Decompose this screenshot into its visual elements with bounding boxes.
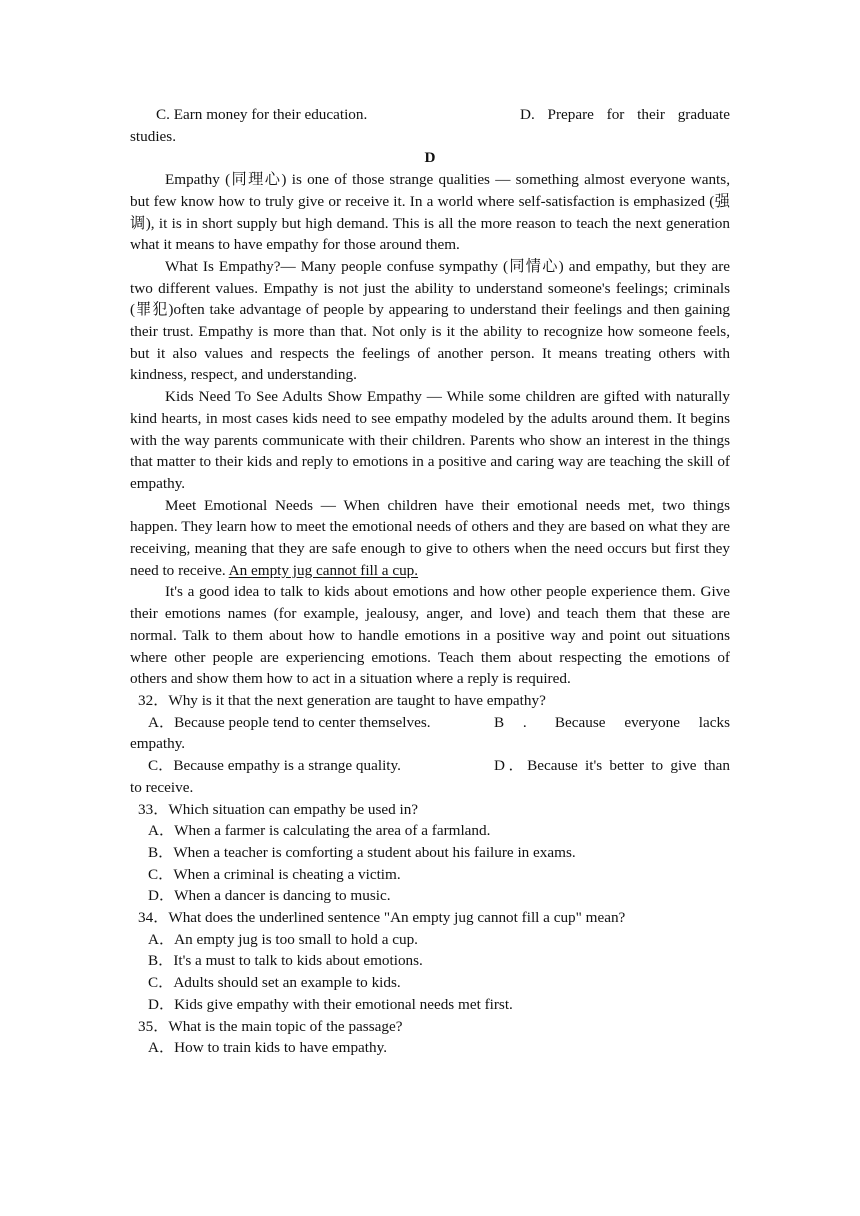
question-34-stem: 34．What does the underlined sentence "An empty jug cannot fill a cup" mean? (138, 909, 626, 927)
paragraph-4 (130, 495, 730, 582)
prev-options-row (130, 104, 730, 126)
question-33-option-a: A．When a farmer is calculating the area of a farmland. (148, 822, 491, 840)
question-32 (130, 690, 730, 799)
question-33-option-b: B．When a teacher is comforting a student about his failure in exams. (148, 843, 576, 861)
prev-option-d-start: D. Prepare for their graduate (520, 106, 730, 123)
question-32-option-b-start: B . Because everyone lacks (494, 713, 730, 731)
paragraph-1: Empathy (同理心) is one of those strange qualities — something almost everyone wants, but few know how to truly give or receive it. In a world where self-satisfaction is emphasized (强调), it is in short supply but high demand. This is all the more reason to teach the next generation what it means to have empathy for those around them. (130, 171, 730, 254)
question-35-option-a: A．How to train kids to have empathy. (148, 1039, 388, 1057)
question-33-option-c: C．When a criminal is cheating a victim. (148, 865, 401, 883)
question-33-option-d: D．When a dancer is dancing to music. (148, 887, 391, 905)
paragraph-4-text: Meet Emotional Needs — When children have their emotional needs met, two things happen. They learn how to meet the emotional needs of others and they are based on what they are receiving, meaning that they are safe enough to give to others when the need occurs but first they need to receive. (130, 496, 730, 579)
question-33 (130, 799, 730, 908)
paragraph-2: What Is Empathy?— Many people confuse sympathy (同情心) and empathy, but they are two different values. Empathy is not just the ability to understand someone's feelings; criminals (罪犯)often take advantage of people by appearing to understand their feelings and then gaining their trust. Empathy is more than that. Not only is it the ability to recognize how someone feels, but it also values and respects the feelings of another person. It means treating others with kindness, respect, and understanding. (130, 257, 730, 384)
question-35-stem: 35．What is the main topic of the passage? (138, 1017, 403, 1035)
question-32-cd-row (130, 755, 730, 777)
question-32-ab-row (130, 712, 730, 734)
question-34-option-b: B．It's a must to talk to kids about emotions. (148, 952, 423, 970)
question-34-option-a: A．An empty jug is too small to hold a cup. (148, 930, 418, 948)
question-34-option-d: D．Kids give empathy with their emotional needs met first. (148, 995, 513, 1013)
paragraph-5: It's a good idea to talk to kids about emotions and how other people experience them. Give their emotions names (for example, jealousy, anger, and love) and teach them that these are normal. Talk to them about how to handle emotions in a positive way and point out situations where other people are experiencing emotions. Teach them about respecting the emotions of others and show them how to act in a situation where a reply is required. (130, 583, 730, 688)
question-32-option-d-start: D．Because it's better to give than (494, 757, 730, 775)
prev-option-c: C. Earn money for their education. (156, 106, 368, 123)
question-32-option-a: A．Because people tend to center themselves. (148, 713, 431, 731)
question-32-option-b-end: empathy. (130, 735, 186, 753)
question-35 (130, 1016, 730, 1059)
question-34 (130, 907, 730, 1016)
question-34-option-c: C．Adults should set an example to kids. (148, 974, 401, 992)
question-32-stem: 32．Why is it that the next generation are taught to have empathy? (138, 691, 546, 709)
document-page (130, 104, 730, 1059)
question-33-stem: 33．Which situation can empathy be used in? (138, 800, 419, 818)
prev-option-d-end: studies. (130, 127, 176, 145)
question-32-option-c: C．Because empathy is a strange quality. (148, 757, 401, 775)
question-32-option-d-end: to receive. (130, 778, 194, 796)
underlined-sentence: An empty jug cannot fill a cup. (228, 561, 419, 579)
paragraph-3: Kids Need To See Adults Show Empathy — While some children are gifted with naturally kind hearts, in most cases kids need to see empathy modeled by the adults around them. It begins with the way parents communicate with their children. Parents who show an interest in the things that matter to their kids and reply to emotions in a positive and caring way are teaching the skill of empathy. (130, 388, 730, 492)
section-title: D (424, 149, 436, 167)
